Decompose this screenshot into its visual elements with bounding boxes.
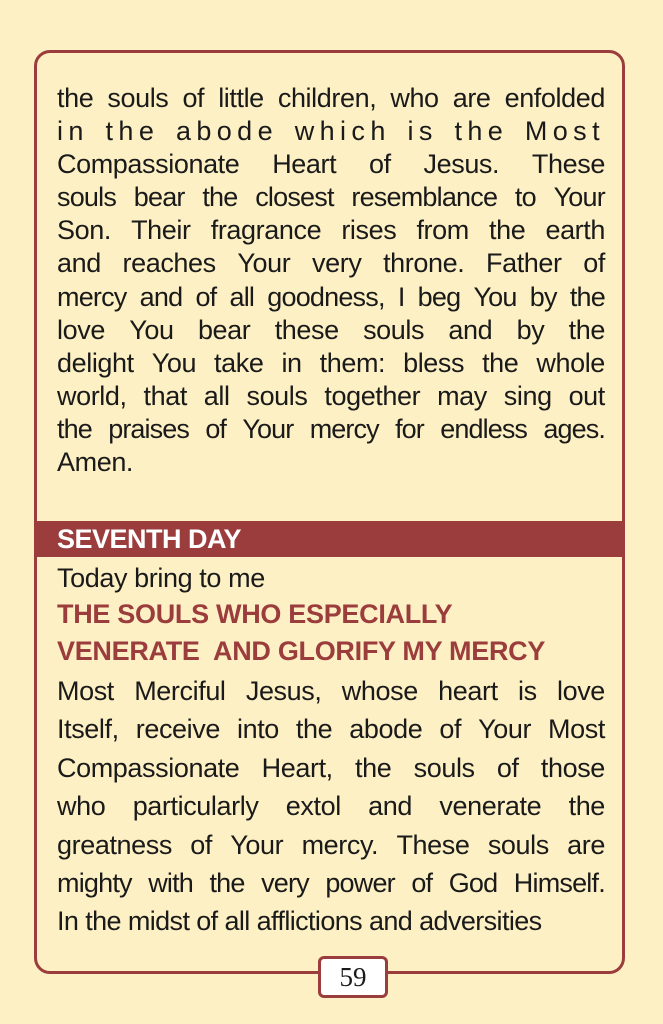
- text-line: Amen.: [57, 447, 134, 478]
- intro-line: Today bring to me: [57, 563, 265, 593]
- text-line: souls bear the closest resemblance to Your: [57, 182, 605, 213]
- text-line: In the midst of all afflictions and adversities: [57, 906, 542, 937]
- text-line: greatness of Your mercy. These souls are: [57, 829, 605, 860]
- text-line: Compassionate Heart, the souls of those: [57, 752, 605, 783]
- page-number: 59: [318, 956, 388, 998]
- text-line: Son. Their fragrance rises from the earth: [57, 215, 605, 246]
- text-line: who particularly extol and venerate the: [57, 791, 605, 822]
- text-line: the praises of Your mercy for endless ages.: [57, 413, 605, 444]
- text-line: Compassionate Heart of Jesus. These: [57, 149, 605, 180]
- text-line: world, that all souls together may sing out: [57, 380, 605, 411]
- prayer-paragraph-bottom: [57, 672, 605, 941]
- text-line: the souls of little children, who are enfolded: [57, 83, 605, 113]
- text-line: love You bear these souls and by the: [57, 314, 605, 345]
- prayer-paragraph-top: [57, 82, 605, 479]
- text-line: mighty with the very power of God Himself.: [57, 868, 605, 899]
- day-heading-line-2: VENERATE AND GLORIFY MY MERCY: [57, 636, 546, 666]
- text-line: Itself, receive into the abode of Your Most: [57, 714, 605, 745]
- text-line: mercy and of all goodness, I beg You by the: [57, 281, 605, 312]
- section-header-bar: [37, 521, 625, 557]
- text-line: and reaches Your very throne. Father of: [57, 248, 605, 279]
- section-title: SEVENTH DAY: [57, 524, 242, 554]
- day-heading-line-1: THE SOULS WHO ESPECIALLY: [57, 599, 453, 629]
- text-line: delight You take in them: bless the whole: [57, 347, 605, 378]
- text-line: in the abode which is the Most: [57, 116, 605, 147]
- text-line: Most Merciful Jesus, whose heart is love: [57, 676, 605, 706]
